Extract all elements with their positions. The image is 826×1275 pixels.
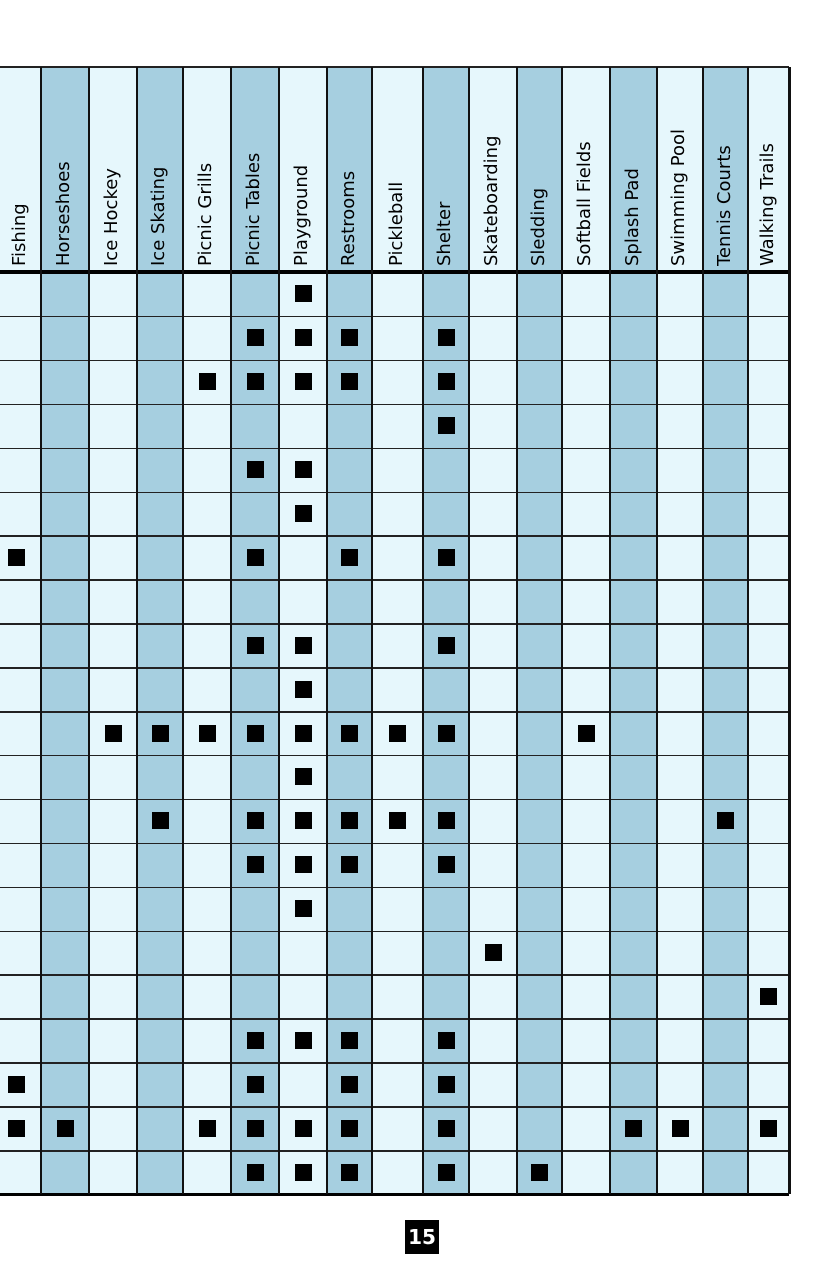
amenity-mark (341, 1120, 358, 1137)
row-divider (0, 1018, 789, 1020)
column-divider (788, 67, 791, 1194)
amenity-mark (578, 725, 595, 742)
amenity-mark (341, 549, 358, 566)
column-header: Horseshoes (53, 161, 74, 266)
amenity-mark (389, 812, 406, 829)
column-header: Skateboarding (481, 135, 502, 266)
amenity-mark (341, 725, 358, 742)
column-divider (747, 67, 749, 1194)
amenity-mark (199, 725, 216, 742)
table-top-border (0, 66, 789, 68)
column-divider (702, 67, 704, 1194)
column-divider (516, 67, 518, 1194)
amenity-mark (8, 1120, 25, 1137)
column-header: Shelter (434, 201, 455, 266)
amenity-mark (341, 373, 358, 390)
column-header: Walking Trails (756, 143, 778, 266)
column-header: Picnic Grills (195, 162, 216, 266)
amenity-mark (438, 725, 455, 742)
amenity-mark (760, 988, 777, 1005)
row-divider (0, 1150, 789, 1152)
column-header: Splash Pad (621, 168, 643, 266)
row-divider (0, 579, 789, 581)
row-divider (0, 931, 789, 933)
amenity-mark (295, 1120, 312, 1137)
amenity-mark (438, 329, 455, 346)
amenity-mark (438, 812, 455, 829)
column-divider (422, 67, 424, 1194)
amenity-mark (295, 900, 312, 917)
column-header: Tennis Courts (713, 145, 735, 266)
amenity-mark (295, 505, 312, 522)
column-divider (468, 67, 470, 1194)
row-divider (0, 492, 789, 494)
amenity-mark (8, 1076, 25, 1093)
column-divider (230, 67, 232, 1194)
amenity-mark (295, 681, 312, 698)
amenity-mark (199, 1120, 216, 1137)
amenity-mark (341, 329, 358, 346)
column-divider (40, 67, 42, 1194)
column-divider (278, 67, 280, 1194)
column-divider (371, 67, 373, 1194)
row-divider (0, 843, 789, 845)
column-header: Fishing (8, 203, 30, 266)
amenity-mark (341, 1076, 358, 1093)
column-header: Ice Skating (148, 166, 169, 266)
row-divider (0, 1106, 789, 1108)
amenity-mark (438, 637, 455, 654)
amenity-mark (295, 1032, 312, 1049)
amenity-mark (105, 725, 122, 742)
amenity-mark (295, 725, 312, 742)
amenity-mark (295, 637, 312, 654)
amenity-mark (438, 1032, 455, 1049)
amenity-mark (199, 373, 216, 390)
amenity-mark (531, 1164, 548, 1181)
row-divider (0, 360, 789, 362)
amenity-mark (438, 1120, 455, 1137)
column-header: Ice Hockey (101, 168, 122, 266)
row-divider (0, 887, 789, 889)
amenity-mark (152, 812, 169, 829)
amenity-mark (672, 1120, 689, 1137)
amenity-mark (247, 637, 264, 654)
row-divider (0, 623, 789, 625)
amenity-mark (717, 812, 734, 829)
column-divider (88, 67, 90, 1194)
amenity-mark (485, 944, 502, 961)
amenity-mark (625, 1120, 642, 1137)
amenity-mark (341, 1032, 358, 1049)
amenity-mark (295, 285, 312, 302)
column-header: Sledding (527, 187, 549, 266)
row-divider (0, 404, 789, 406)
amenity-mark (438, 549, 455, 566)
column-divider (326, 67, 328, 1194)
amenity-mark (295, 329, 312, 346)
amenity-mark (247, 1032, 264, 1049)
amenity-mark (247, 1120, 264, 1137)
row-divider (0, 974, 789, 976)
amenity-mark (295, 461, 312, 478)
amenity-mark (152, 725, 169, 742)
column-divider (561, 67, 563, 1194)
amenity-mark (247, 725, 264, 742)
amenity-mark (438, 373, 455, 390)
row-divider (0, 448, 789, 450)
amenity-mark (247, 1076, 264, 1093)
column-header: Picnic Tables (243, 152, 264, 266)
amenity-mark (341, 1164, 358, 1181)
row-divider (0, 755, 789, 757)
amenity-mark (438, 1164, 455, 1181)
page-number: 15 (405, 1220, 439, 1254)
row-divider (0, 799, 789, 801)
column-divider (656, 67, 658, 1194)
amenity-mark (295, 812, 312, 829)
amenity-mark (247, 329, 264, 346)
row-divider (0, 667, 789, 669)
amenity-mark (438, 417, 455, 434)
amenity-mark (57, 1120, 74, 1137)
column-header: Pickleball (385, 181, 407, 266)
amenity-mark (295, 373, 312, 390)
column-divider (182, 67, 184, 1194)
column-header: Softball Fields (574, 141, 595, 266)
header-divider (0, 270, 789, 274)
column-header: Restrooms (337, 170, 359, 266)
amenity-mark (247, 549, 264, 566)
amenity-mark (438, 856, 455, 873)
amenity-mark (341, 856, 358, 873)
amenity-mark (247, 1164, 264, 1181)
amenity-mark (760, 1120, 777, 1137)
amenity-mark (247, 812, 264, 829)
amenity-mark (8, 549, 25, 566)
row-divider (0, 316, 789, 318)
amenity-mark (295, 856, 312, 873)
amenity-mark (247, 461, 264, 478)
column-header: Playground (291, 164, 312, 266)
amenity-mark (247, 373, 264, 390)
amenity-mark (341, 812, 358, 829)
column-divider (609, 67, 611, 1194)
row-divider (0, 1062, 789, 1064)
amenity-mark (247, 856, 264, 873)
amenity-mark (389, 725, 406, 742)
column-header: Swimming Pool (668, 128, 689, 266)
amenity-mark (295, 1164, 312, 1181)
row-divider (0, 711, 789, 713)
amenity-mark (438, 1076, 455, 1093)
amenity-mark (295, 768, 312, 785)
column-divider (136, 67, 138, 1194)
table-bottom-border (0, 1193, 789, 1196)
row-divider (0, 535, 789, 537)
